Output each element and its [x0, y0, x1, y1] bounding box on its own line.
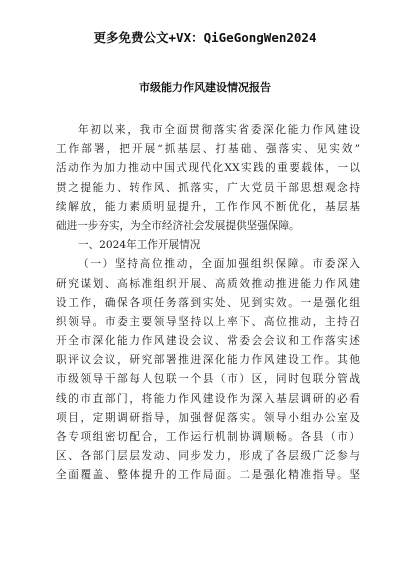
paragraph-line: （一）坚持高位推动，全面加强组织保障。市委深入	[78, 258, 360, 271]
paragraph-line: 开全市深化能力作风建设会议、常委会会议和工作落实述	[56, 335, 360, 348]
paragraph-line: 研究谋划、高标准组织开展、高质效推动推进能力作风建	[56, 277, 360, 290]
paragraph-line: 年初以来，我市全面贯彻落实省委深化能力作风建设	[78, 124, 360, 136]
document-body	[56, 121, 360, 486]
paragraph-line: 全面覆盖、整体提升的工作局面。二是强化精准指导。坚	[56, 469, 360, 482]
paragraph-line: 设工作，确保各项任务落到实处、见到实效。一是强化组	[56, 296, 360, 309]
paragraph-line: 工作部署，把开展“抓基层、打基础、强落实、见实效”	[56, 143, 360, 156]
paragraph-line: 线的市直部门，将能力作风建设作为深入基层调研的必看	[56, 392, 360, 405]
paragraph-line: 织领导。市委主要领导坚持以上率下、高位推动，主持召	[56, 315, 360, 328]
paragraph-line: 区、各部门层层发动、同步发力，形成了各层级广泛参与	[56, 450, 360, 463]
paragraph-line: 活动作为加力推动中国式现代化XX实践的重要载体，一以	[56, 162, 360, 175]
document-title: 市级能力作风建设情况报告	[139, 81, 271, 94]
header-banner: 更多免费公文+VX：QiGeGongWen2024	[93, 30, 317, 45]
paragraph-line: 础进一步夯实，为全市经济社会发展提供坚强保障。	[56, 219, 300, 232]
paragraph-line: 市级领导干部每人包联一个县（市）区，同时包联分管战	[56, 373, 360, 386]
section-heading: 一、2024年工作开展情况	[78, 239, 201, 252]
paragraph-line: 贯之提能力、转作风、抓落实，广大党员干部思想观念持	[56, 181, 360, 194]
paragraph-line: 职评议会议，研究部署推进深化能力作风建设工作。其他	[56, 354, 360, 367]
paragraph-line: 各专项组密切配合，工作运行机制协调顺畅。各县（市）	[56, 431, 360, 443]
paragraph-line: 续解放，能力素质明显提升，工作作风不断优化，基层基	[56, 200, 360, 213]
paragraph-line: 项目，定期调研指导，加强督促落实。领导小组办公室及	[56, 411, 360, 424]
